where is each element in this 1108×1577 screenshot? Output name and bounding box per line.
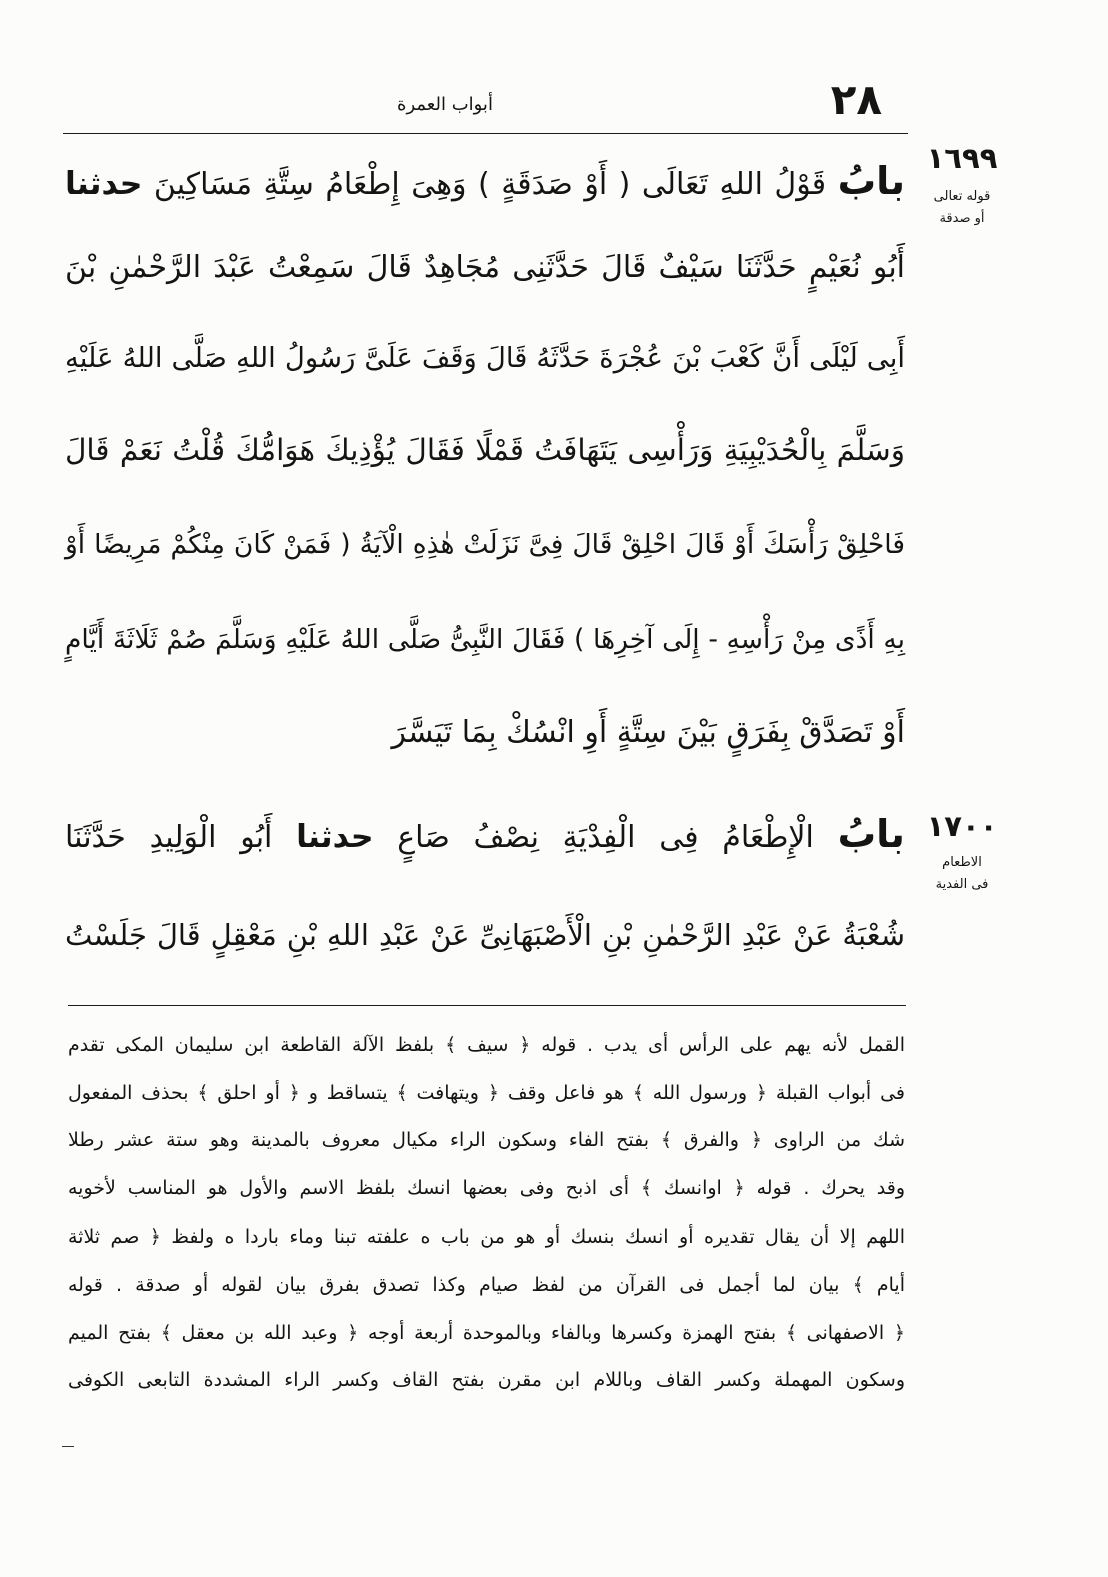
commentary-line: فى أبواب القبلة ﴿ ورسول الله ﴾ هو فاعل وقف ﴿ ويتهافت ﴾ يتساقط و ﴿ أو احلق ﴾ بحذف المفعول [68, 1082, 905, 1104]
bab-label: بابُ [837, 159, 905, 204]
hadith-number: ١٦٩٩ [926, 141, 998, 175]
hadith-text-line: شُعْبَةُ عَنْ عَبْدِ الرَّحْمٰنِ بْنِ الْأَصْبَهَانِىِّ عَنْ عَبْدِ اللهِ بْنِ مَعْقِلٍ قَالَ جَلَسْتُ [65, 918, 905, 952]
commentary-line: وسكون المهملة وكسر القاف وباللام ابن مقرن بفتح القاف وكسر الراء المشددة التابعى الكوفى [68, 1369, 905, 1391]
commentary-line: أيام ﴾ بيان لما أجمل فى القرآن من لفظ صيام وكذا تصدق بفرق بيان لقوله أو صدقة . قوله [68, 1274, 905, 1296]
commentary-line: ﴿ الاصفهانى ﴾ بفتح الهمزة وكسرها وبالفاء وبالموحدة أربعة أوجه ﴿ وعبد الله بن معقل ﴾ بفتح الميم [68, 1322, 905, 1344]
chapter-title: الْإِطْعَامُ فِى الْفِدْيَةِ نِصْفُ صَاعٍ [397, 820, 814, 855]
chapter-title: قَوْلُ اللهِ تَعَالَى ( أَوْ صَدَقَةٍ ) وَهِىَ إِطْعَامُ سِتَّةِ مَسَاكِينَ [153, 167, 827, 202]
hadith-text-line: بِهِ أَذًى مِنْ رَأْسِهِ - إِلَى آخِرِهَا ) فَقَالَ النَّبِىُّ صَلَّى اللهُ عَلَيْهِ وَسَلَّمَ صُمْ ثَلَاثَةَ أَيَّامٍ [65, 624, 905, 655]
hadith-text-line: وَسَلَّمَ بِالْحُدَيْبِيَةِ وَرَأْسِى يَتَهَافَتُ قَمْلًا فَقَالَ يُؤْذِيكَ هَوَامُّكَ قُلْتُ نَعَمْ قَالَ [65, 433, 905, 467]
running-title: أبواب العمرة [397, 94, 493, 115]
margin-note-line: أو صدقة [939, 211, 985, 226]
page-edge-mark [62, 1446, 74, 1447]
commentary-line: القمل لأنه يهم على الرأس أى يدب . قوله ﴿ سيف ﴾ بلفظ الآلة القاطعة ابن سليمان المكى تقدم [68, 1034, 905, 1056]
margin-note-line: الاطعام [942, 855, 982, 870]
hadith-text-line: أَبُو نُعَيْمٍ حَدَّثَنَا سَيْفٌ قَالَ حَدَّثَنِى مُجَاهِدٌ قَالَ سَمِعْتُ عَبْدَ الرَّحْمٰنِ بْنَ [65, 250, 905, 285]
page-number: ٢٨ [830, 75, 882, 124]
margin-note [912, 138, 1012, 230]
hadith-text-line: أَبِى لَيْلَى أَنَّ كَعْبَ بْنَ عُجْرَةَ حَدَّثَهُ قَالَ وَقَفَ عَلَىَّ رَسُولُ اللهِ صَلَّى اللهُ عَلَيْهِ [65, 342, 905, 374]
chapter-heading-line [65, 152, 905, 215]
header-rule [63, 133, 908, 134]
commentary-line: شك من الراوى ﴿ والفرق ﴾ بفتح الفاء وسكون الراء مكيال معروف بالمدينة وهو ستة عشر رطلا [68, 1129, 905, 1151]
margin-note [912, 806, 1012, 896]
chapter-heading-line [65, 805, 905, 868]
haddathana-marker: حدثنا [296, 819, 374, 855]
haddathana-marker: حدثنا [65, 166, 143, 202]
hadith-text-line: فَاحْلِقْ رَأْسَكَ أَوْ قَالَ احْلِقْ قَالَ فِىَّ نَزَلَتْ هٰذِهِ الْآيَةُ ( فَمَنْ كَانَ مِنْكُمْ مَرِيضًا أَوْ [65, 529, 905, 560]
commentary-line: اللهم إلا أن يقال تقديره أو انسك بنسك أو هو من باب ه علفته تبنا وماء باردا ه ولفظ ﴿ صم ثلاثة [68, 1226, 905, 1248]
bab-label: بابُ [837, 812, 905, 857]
margin-note-line: فى الفدية [935, 877, 989, 892]
hadith-number: ١٧٠٠ [926, 809, 998, 843]
footnote-rule [68, 1005, 906, 1006]
hadith-text: أَبُو الْوَلِيدِ حَدَّثَنَا [65, 820, 273, 855]
hadith-text-line: أَوْ تَصَدَّقْ بِفَرَقٍ بَيْنَ سِتَّةٍ أَوِ انْسُكْ بِمَا تَيَسَّرَ [391, 715, 905, 750]
margin-note-line: قوله تعالى [933, 189, 991, 204]
commentary-line: وقد يحرك . قوله ﴿ اوانسك ﴾ أى اذبح وفى بعضها انسك بلفظ الاسم والأول هو المناسب لأخويه [68, 1177, 905, 1199]
